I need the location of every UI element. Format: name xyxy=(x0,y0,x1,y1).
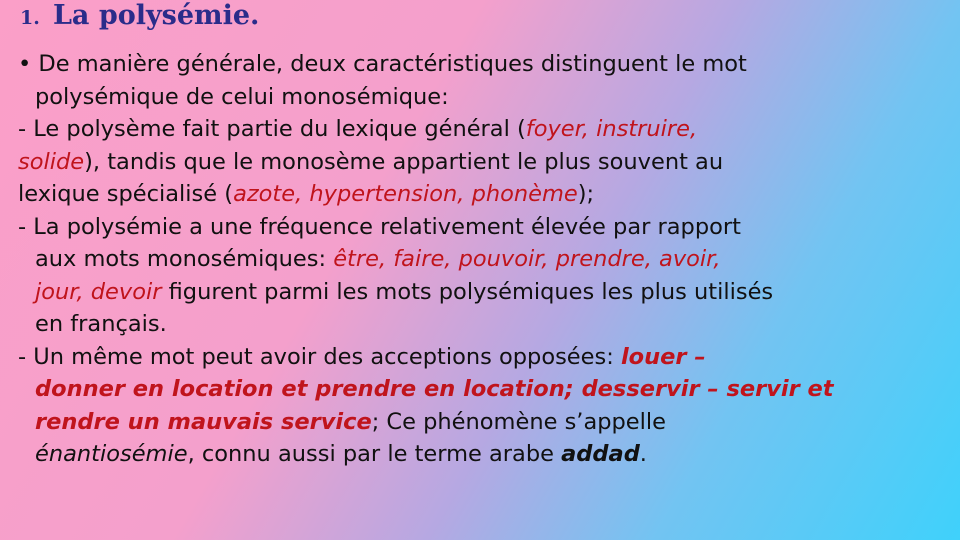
body-line xyxy=(18,178,948,211)
example-words: jour, devoir xyxy=(35,278,162,305)
body-line xyxy=(18,308,948,341)
body-line xyxy=(18,81,948,114)
text-run: ), tandis que le monosème appartient le plus souvent au xyxy=(84,148,724,175)
term-word: énantiosémie xyxy=(35,441,188,467)
example-words: solide xyxy=(18,148,85,175)
text-run: • De manière générale, deux caractéristiques distinguent le mot xyxy=(18,51,747,77)
title-text: La polysémie. xyxy=(52,0,260,31)
body-line xyxy=(18,276,948,309)
example-words: être, faire, pouvoir, prendre, avoir, xyxy=(333,246,721,272)
text-run: polysémique de celui monosémique: xyxy=(35,83,449,110)
text-run: lexique spécialisé ( xyxy=(18,181,234,207)
title-number: 1. xyxy=(20,7,40,29)
text-run: , connu aussi par le terme arabe xyxy=(187,441,562,467)
example-words: azote, hypertension, phonème xyxy=(233,181,578,207)
example-words: donner en location et prendre en location; desservir – servir et xyxy=(35,376,834,402)
body-line xyxy=(18,113,948,146)
text-run: - La polysémie a une fréquence relativement élevée par rapport xyxy=(18,213,741,240)
body-line xyxy=(18,211,948,244)
text-run: aux mots monosémiques: xyxy=(35,246,334,272)
text-run: - Le polysème fait partie du lexique général ( xyxy=(18,116,526,142)
body-line xyxy=(18,373,948,406)
text-run: figurent parmi les mots polysémiques les plus utilisés xyxy=(161,278,774,305)
text-run: ); xyxy=(577,181,595,207)
body-line xyxy=(18,146,948,179)
example-words: louer – xyxy=(620,343,706,370)
text-run: - Un même mot peut avoir des acceptions opposées: xyxy=(18,343,621,370)
body-line xyxy=(18,243,948,276)
slide-body xyxy=(18,48,948,471)
slide-title xyxy=(20,0,259,35)
text-run: en français. xyxy=(35,311,167,337)
body-line xyxy=(18,48,948,81)
text-run: . xyxy=(639,441,647,467)
term-word: addad xyxy=(561,441,640,467)
body-line xyxy=(18,438,948,471)
body-line xyxy=(18,341,948,374)
text-run: ; Ce phénomène s’appelle xyxy=(371,408,666,435)
example-words: rendre un mauvais service xyxy=(35,408,372,435)
body-line xyxy=(18,406,948,439)
example-words: foyer, instruire, xyxy=(525,116,698,142)
